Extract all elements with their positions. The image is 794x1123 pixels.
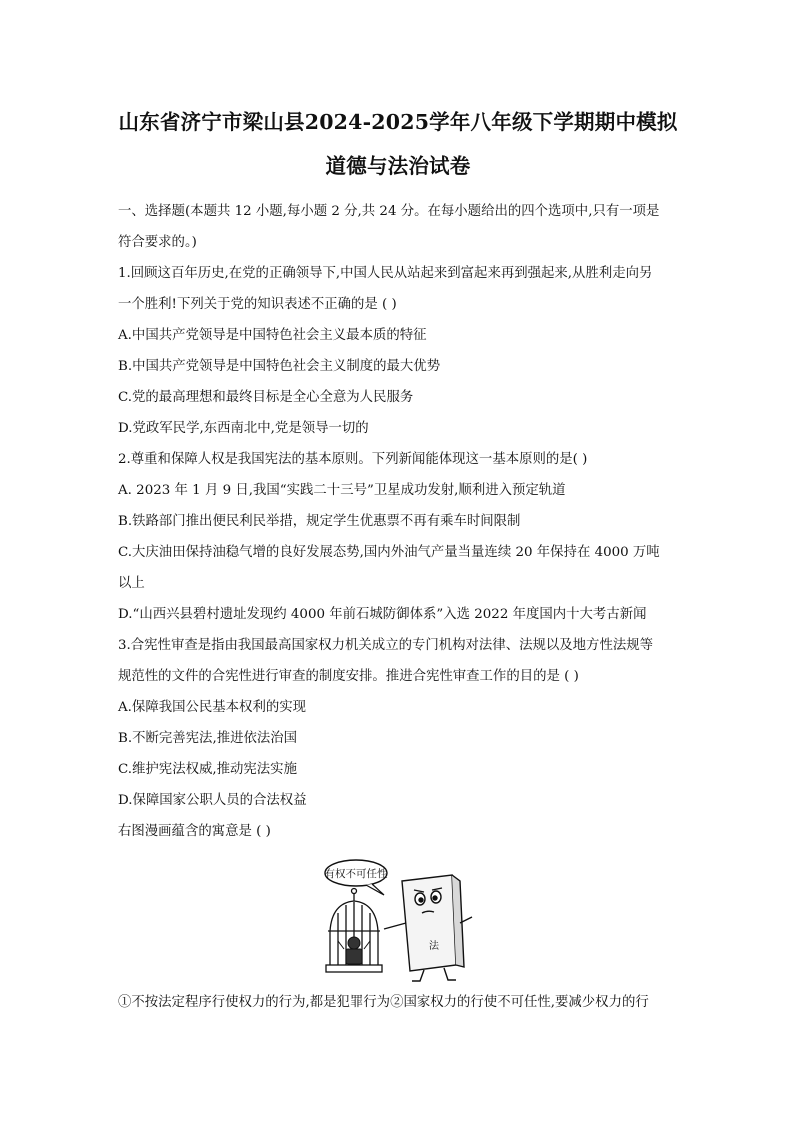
question-2-option-b: B.铁路部门推出便民利民举措，规定学生优惠票不再有乘车时间限制 [118,514,521,529]
question-3-option-a: A.保障我国公民基本权利的实现 [118,700,307,715]
question-2-stem: 2.尊重和保障人权是我国宪法的基本原则。下列新闻能体现这一基本原则的是( ) [118,452,588,467]
caged-figure-icon [338,937,370,964]
cartoon-figure [324,853,474,983]
section-heading: 一、选择题(本题共 12 小题,每小题 2 分,共 24 分。在每小题给出的四个选项中,只有一项是 [118,204,660,219]
question-3-option-b: B.不断完善宪法,推进依法治国 [118,731,298,746]
exam-page [118,96,678,1018]
speech-bubble-tail [366,884,384,895]
question-3-stem-cont: 规范性的文件的合宪性进行审查的制度安排。推进合宪性审查工作的目的是 ( ) [118,669,579,684]
book-label-text: 法 [429,941,439,952]
question-3-option-d: D.保障国家公职人员的合法权益 [118,793,307,808]
question-2-option-c-cont: 以上 [118,576,145,591]
question-4-continuation: ①不按法定程序行使权力的行为,都是犯罪行为②国家权力的行使不可任性,要减少权力的行 [118,995,649,1010]
question-1-stem-cont: 一个胜利!下列关于党的知识表述不正确的是 ( ) [118,297,397,312]
question-2-option-a: A. 2023 年 1 月 9 日,我国“实践二十三号”卫星成功发射,顺利进入预定轨道 [118,483,566,498]
exam-title-line1: 山东省济宁市梁山县2024-2025学年八年级下学期期中模拟 [118,110,678,134]
law-book-character-icon [384,875,472,981]
question-3-option-c: C.维护宪法权威,推动宪法实施 [118,762,297,777]
exam-title-line2: 道德与法治试卷 [325,154,471,178]
question-1-option-b: B.中国共产党领导是中国特色社会主义制度的最大优势 [118,359,441,374]
question-2-option-c: C.大庆油田保持油稳气增的良好发展态势,国内外油气产量当量连续 20 年保持在 4000 万吨 [118,545,660,560]
section-heading-cont: 符合要求的。) [118,235,197,250]
speech-bubble-text: 有权不可任性 [324,868,388,880]
exam-body [118,196,678,1018]
question-1-option-c: C.党的最高理想和最终目标是全心全意为人民服务 [118,390,414,405]
question-3-stem: 3.合宪性审查是指由我国最高国家权力机关成立的专门机构对法律、法规以及地方性法规等 [118,638,654,653]
question-1-option-a: A.中国共产党领导是中国特色社会主义最本质的特征 [118,328,427,343]
question-4-stem: 右图漫画蕴含的寓意是 ( ) [118,824,271,839]
cartoon-illustration [324,853,474,983]
question-1-stem: 1.回顾这百年历史,在党的正确领导下,中国人民从站起来到富起来再到强起来,从胜利走向另 [118,266,653,281]
question-2-option-d: D.“山西兴县碧村遗址发现约 4000 年前石城防御体系”入选 2022 年度国内十大考古新闻 [118,607,647,622]
question-1-option-d: D.党政军民学,东西南北中,党是领导一切的 [118,421,369,436]
